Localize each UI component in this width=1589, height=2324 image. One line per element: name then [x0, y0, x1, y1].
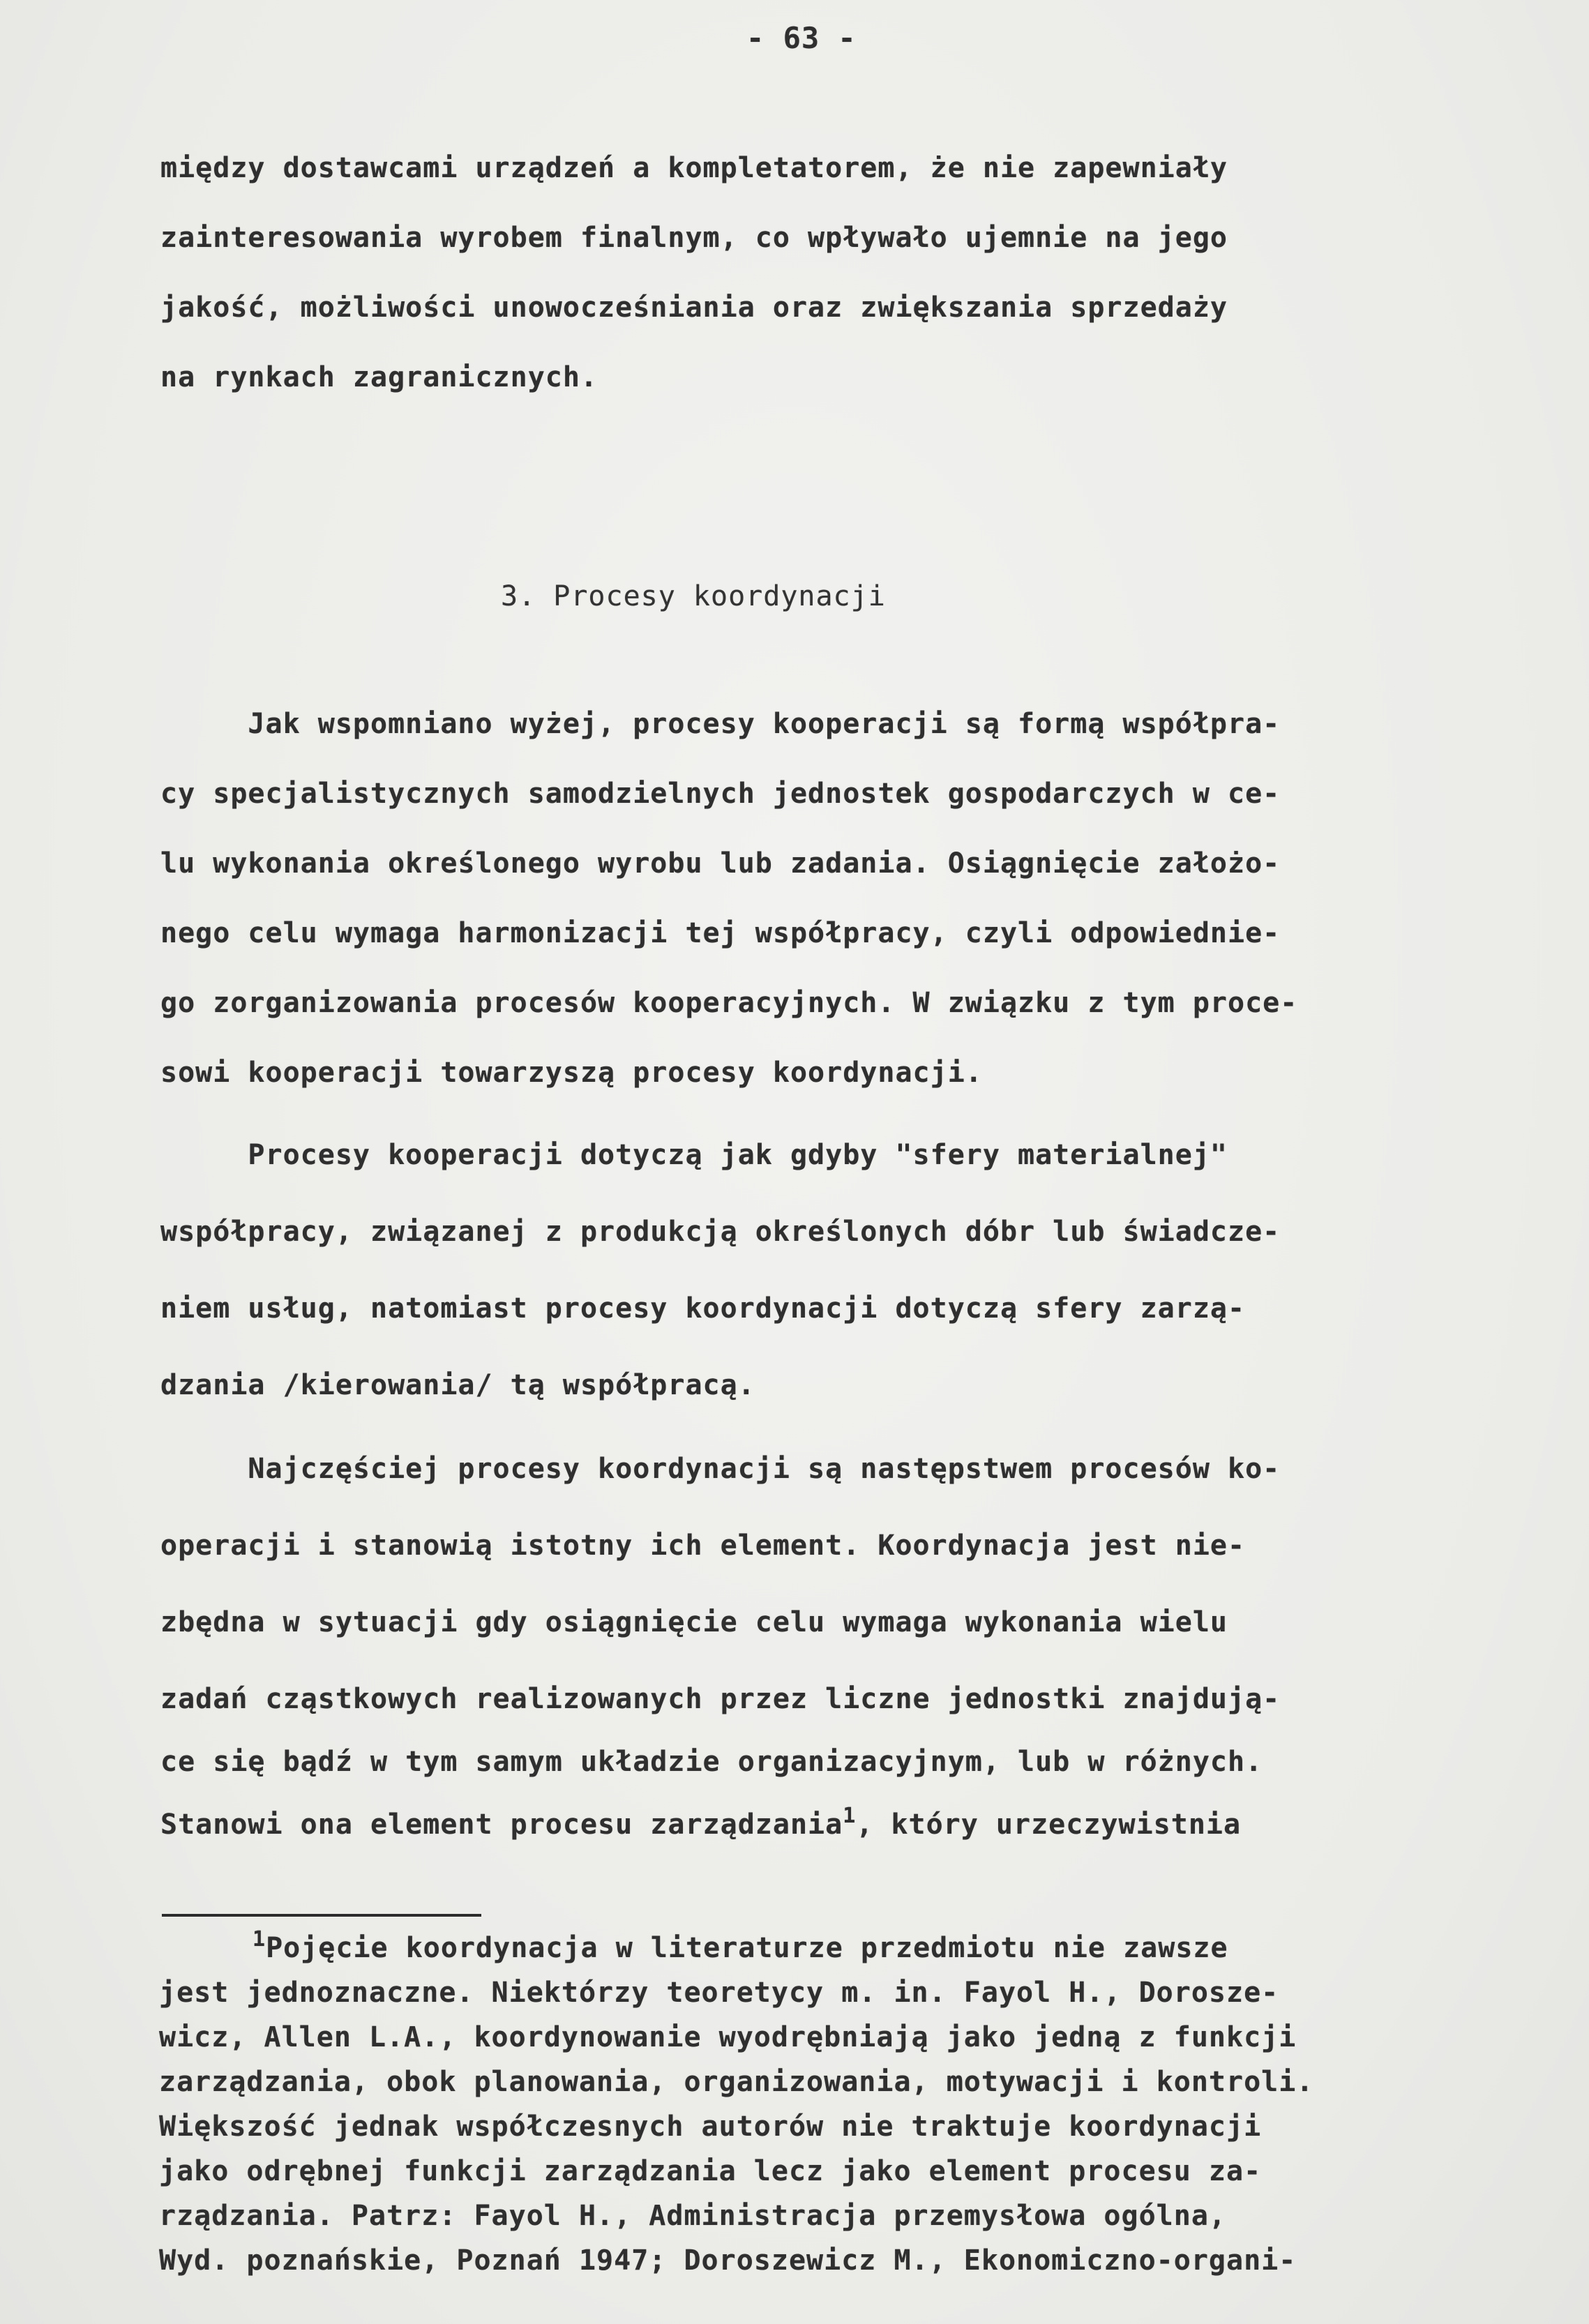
- paragraph-2-line-3: lu wykonania określonego wyrobu lub zadania. Osiągnięcie założo-: [160, 847, 1281, 880]
- paragraph-2-line-6: sowi kooperacji towarzyszą procesy koordynacji.: [160, 1057, 983, 1089]
- paragraph-4-line-5: ce się bądź w tym samym układzie organizacyjnym, lub w różnych.: [160, 1746, 1263, 1778]
- paragraph-4-line-6-text: Stanowi ona element procesu zarządzania: [160, 1809, 843, 1841]
- paragraph-4-line-3: zbędna w sytuacji gdy osiągnięcie celu wymaga wykonania wielu: [160, 1606, 1228, 1638]
- paragraph-4-line-6-tail: , który urzeczywistnia: [856, 1809, 1242, 1841]
- page-number: - 63 -: [746, 21, 857, 55]
- paragraph-1-line-2: zainteresowania wyrobem finalnym, co wpływało ujemnie na jego: [160, 222, 1228, 254]
- paragraph-4-line-6: [160, 1804, 1242, 1841]
- footnote-line-6: jako odrębnej funkcji zarządzania lecz jako element procesu za-: [159, 2155, 1262, 2187]
- paragraph-4-line-4: zadań cząstkowych realizowanych przez liczne jednostki znajdują-: [160, 1683, 1281, 1715]
- footnote-divider: [162, 1914, 481, 1917]
- paragraph-3-line-2: współpracy, związanej z produkcją określonych dóbr lub świadcze-: [160, 1216, 1281, 1248]
- footnote-line-8: Wyd. poznańskie, Poznań 1947; Doroszewicz M., Ekonomiczno-organi-: [159, 2244, 1297, 2277]
- paragraph-1-line-1: między dostawcami urządzeń a kompletatorem, że nie zapewniały: [160, 152, 1228, 184]
- paragraph-2-line-1: Jak wspomniano wyżej, procesy kooperacji są formą współpra-: [160, 708, 1281, 740]
- footnote-marker: 1: [253, 1927, 266, 1952]
- footnote-line-1: [253, 1927, 1228, 1964]
- footnote-line-2: jest jednoznaczne. Niektórzy teoretycy m. in. Fayol H., Dorosze-: [159, 1977, 1279, 2009]
- paragraph-2-line-2: cy specjalistycznych samodzielnych jednostek gospodarczych w ce-: [160, 778, 1281, 810]
- paragraph-3-line-4: dzania /kierowania/ tą współpracą.: [160, 1369, 755, 1401]
- section-heading: 3. Procesy koordynacji: [501, 580, 886, 612]
- paragraph-4-line-2: operacji i stanowią istotny ich element. Koordynacja jest nie-: [160, 1530, 1246, 1562]
- footnote-line-7: rządzania. Patrz: Fayol H., Administracja przemysłowa ogólna,: [159, 2200, 1227, 2232]
- paragraph-3-line-1: Procesy kooperacji dotyczą jak gdyby "sfery materialnej": [160, 1139, 1228, 1171]
- footnote-reference: 1: [843, 1804, 857, 1828]
- footnote-line-3: wicz, Allen L.A., koordynowanie wyodrębniają jako jedną z funkcji: [159, 2021, 1297, 2053]
- footnote-line-5: Większość jednak współczesnych autorów nie traktuje koordynacji: [159, 2111, 1262, 2143]
- paragraph-3-line-3: niem usług, natomiast procesy koordynacji dotyczą sfery zarzą-: [160, 1292, 1246, 1325]
- footnote-line-4: zarządzania, obok planowania, organizowania, motywacji i kontroli.: [159, 2066, 1314, 2098]
- footnote-line-1-text: Pojęcie koordynacja w literaturze przedmiotu nie zawsze: [266, 1932, 1228, 1964]
- paragraph-1-line-4: na rynkach zagranicznych.: [160, 361, 598, 393]
- paragraph-2-line-5: go zorganizowania procesów kooperacyjnych. W związku z tym proce-: [160, 987, 1298, 1019]
- paragraph-2-line-4: nego celu wymaga harmonizacji tej współpracy, czyli odpowiednie-: [160, 917, 1281, 949]
- paragraph-4-line-1: Najczęściej procesy koordynacji są następstwem procesów ko-: [160, 1453, 1281, 1485]
- paragraph-1-line-3: jakość, możliwości unowocześniania oraz zwiększania sprzedaży: [160, 292, 1228, 324]
